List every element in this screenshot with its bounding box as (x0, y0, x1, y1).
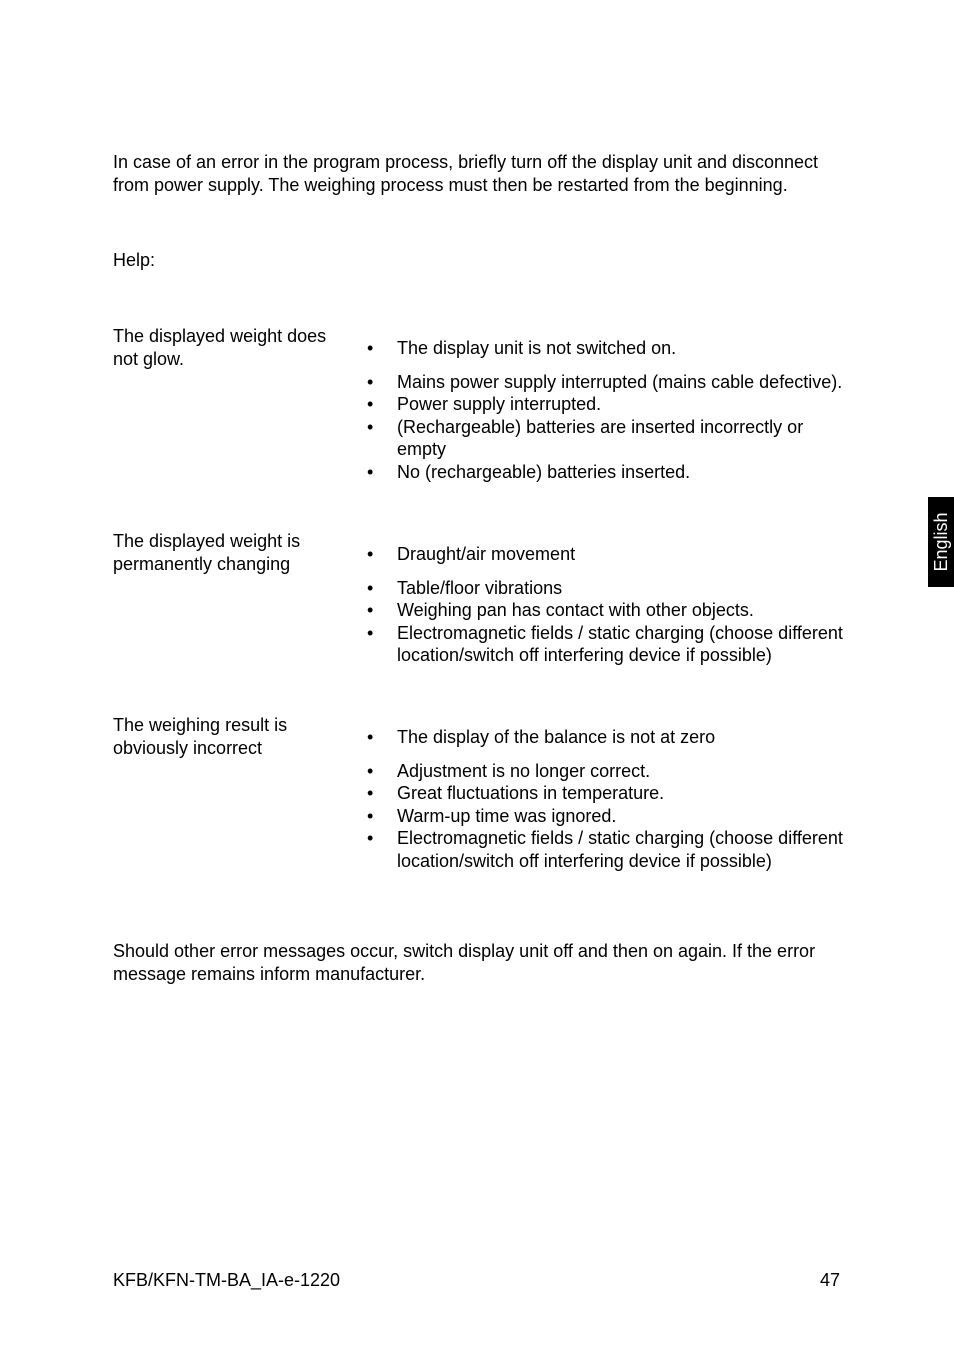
symptom-label: The weighing result is obviously incorrect (113, 715, 288, 758)
footer-page-number: 47 (819, 1270, 840, 1290)
footer-document-id: KFB/KFN-TM-BA_IA-e-1220 (113, 1270, 341, 1290)
cause-list (367, 337, 847, 483)
symptom-label: The displayed weight does not glow. (113, 326, 327, 369)
cause-item: • Warm-up time was ignored. (367, 805, 847, 828)
language-tab (928, 497, 954, 587)
cause-item: • Electromagnetic fields / static charging (choose different location/switch off interfering device if possible) (367, 622, 847, 667)
cause-item: • Electromagnetic fields / static charging (choose different location/switch off interfering device if possible) (367, 827, 847, 872)
language-tab-label: English (930, 512, 951, 572)
intro-paragraph: In case of an error in the program process, briefly turn off the display unit and disconnect from power supply. The weighing process must then be restarted from the beginning. (113, 152, 819, 195)
cause-item: • Mains power supply interrupted (mains cable defective). (367, 371, 847, 394)
symptom-label: The displayed weight is permanently changing (113, 531, 301, 574)
cause-list (367, 543, 847, 667)
cause-item: • Table/floor vibrations (367, 577, 847, 600)
cause-item: • No (rechargeable) batteries inserted. (367, 461, 847, 484)
cause-item: • The display of the balance is not at zero (367, 726, 847, 749)
outro-paragraph: Should other error messages occur, switch display unit off and then on again. If the error message remains inform manufacturer. (113, 941, 816, 984)
cause-list (367, 726, 847, 872)
cause-item: • Adjustment is no longer correct. (367, 760, 847, 783)
cause-item: • Weighing pan has contact with other objects. (367, 599, 847, 622)
cause-item: • (Rechargeable) batteries are inserted incorrectly or empty (367, 416, 847, 461)
cause-item: • Power supply interrupted. (367, 393, 847, 416)
help-label: Help: (113, 250, 156, 270)
cause-item: • Draught/air movement (367, 543, 847, 566)
cause-item: • Great fluctuations in temperature. (367, 782, 847, 805)
cause-item: • The display unit is not switched on. (367, 337, 847, 360)
